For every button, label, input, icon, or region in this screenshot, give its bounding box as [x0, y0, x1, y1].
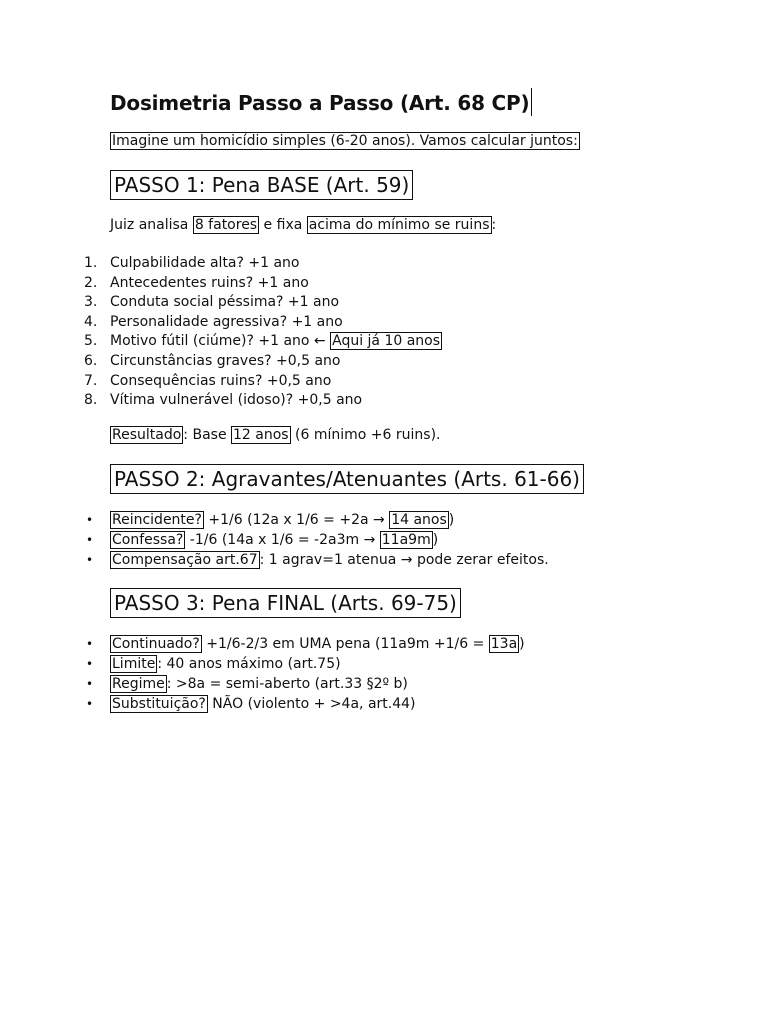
- list-item: 8. Vítima vulnerável (idoso)? +0,5 ano: [84, 392, 363, 409]
- step1-factor-list: [0, 254, 442, 411]
- list-item: • Substituição? NÃO (violento + >4a, art.44): [86, 696, 416, 712]
- step1-lead-box2: acima do mínimo se ruins: [308, 217, 490, 233]
- list-item: 6. Circunstâncias graves? +0,5 ano: [84, 352, 341, 369]
- step3-heading: PASSO 3: Pena FINAL (Arts. 69-75): [110, 588, 461, 618]
- step1-lead-box1: 8 fatores: [194, 217, 258, 233]
- step1-heading: PASSO 1: Pena BASE (Art. 59): [110, 170, 413, 200]
- step1-lead: Juiz analisa 8 fatores e fixa acima do mínimo se ruins :: [110, 217, 497, 233]
- list-item: • Limite : 40 anos máximo (art.75): [86, 656, 341, 672]
- step2-heading: PASSO 2: Agravantes/Atenuantes (Arts. 61-66): [110, 464, 584, 494]
- list-item: 3. Conduta social péssima? +1 ano: [84, 294, 340, 311]
- list-item: 7. Consequências ruins? +0,5 ano: [84, 372, 332, 389]
- list-item: 1. Culpabilidade alta? +1 ano: [84, 255, 300, 271]
- document-title: Dosimetria Passo a Passo (Art. 68 CP): [110, 88, 532, 116]
- intro-box: Imagine um homicídio simples (6-20 anos). Vamos calcular juntos:: [112, 133, 578, 149]
- step3-list: [0, 634, 525, 714]
- result-label-box: Resultado: [112, 427, 182, 443]
- list-item: 2. Antecedentes ruins? +1 ano: [84, 274, 309, 291]
- list-item: • Confessa? -1/6 (14a x 1/6 = -2a3m → 11a9m ): [86, 532, 439, 548]
- text-cursor: [531, 88, 532, 116]
- list-item: • Compensação art.67 : 1 agrav=1 atenua → pode zerar efeitos.: [86, 552, 549, 568]
- list-item: 5. Motivo fútil (ciúme)? +1 ano ← Aqui já 10 anos: [84, 333, 441, 350]
- list-item: 4. Personalidade agressiva? +1 ano: [84, 313, 343, 330]
- list-item: • Continuado? +1/6-2/3 em UMA pena (11a9m +1/6 = 13a ): [86, 636, 525, 652]
- step1-result: Resultado : Base 12 anos (6 mínimo +6 ruins).: [112, 427, 441, 443]
- intro-text: [110, 133, 580, 149]
- highlight-box: Aqui já 10 anos: [332, 333, 441, 350]
- list-item: • Regime : >8a = semi-aberto (art.33 §2º b): [86, 676, 408, 692]
- result-value-box: 12 anos: [233, 427, 289, 443]
- step2-list: [0, 510, 549, 570]
- list-item: • Reincidente? +1/6 (12a x 1/6 = +2a → 14 anos ): [86, 512, 455, 528]
